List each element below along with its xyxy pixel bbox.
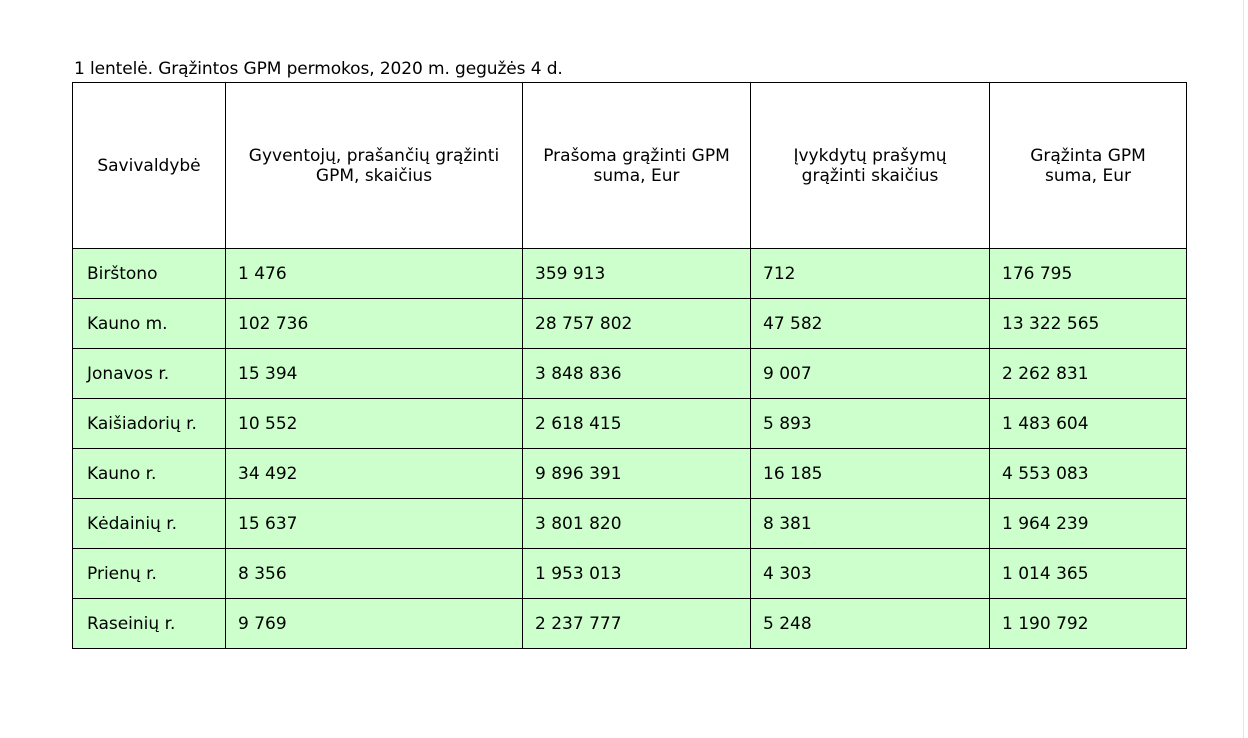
fulfilled-requests-cell: 9 007 — [751, 349, 990, 399]
applicants-cell: 34 492 — [226, 449, 523, 499]
municipality-cell: Kaišiadorių r. — [73, 399, 226, 449]
column-header-requested-amount: Prašoma grąžinti GPM suma, Eur — [523, 83, 751, 249]
fulfilled-requests-cell: 8 381 — [751, 499, 990, 549]
applicants-cell: 102 736 — [226, 299, 523, 349]
refunded-amount-cell: 2 262 831 — [990, 349, 1187, 399]
gpm-refund-table — [72, 82, 1187, 649]
requested-amount-cell: 9 896 391 — [523, 449, 751, 499]
requested-amount-cell: 3 801 820 — [523, 499, 751, 549]
requested-amount-cell: 359 913 — [523, 249, 751, 299]
requested-amount-cell: 2 618 415 — [523, 399, 751, 449]
applicants-cell: 10 552 — [226, 399, 523, 449]
fulfilled-requests-cell: 47 582 — [751, 299, 990, 349]
municipality-cell: Jonavos r. — [73, 349, 226, 399]
municipality-cell: Raseinių r. — [73, 599, 226, 649]
table-row — [73, 249, 1187, 299]
applicants-cell: 15 637 — [226, 499, 523, 549]
table-row — [73, 499, 1187, 549]
requested-amount-cell: 1 953 013 — [523, 549, 751, 599]
municipality-cell: Birštono — [73, 249, 226, 299]
refunded-amount-cell: 1 014 365 — [990, 549, 1187, 599]
table-row — [73, 599, 1187, 649]
fulfilled-requests-cell: 5 893 — [751, 399, 990, 449]
municipality-cell: Kauno m. — [73, 299, 226, 349]
refunded-amount-cell: 4 553 083 — [990, 449, 1187, 499]
refunded-amount-cell: 176 795 — [990, 249, 1187, 299]
fulfilled-requests-cell: 4 303 — [751, 549, 990, 599]
column-header-applicants: Gyventojų, prašančių grąžinti GPM, skaičius — [226, 83, 523, 249]
applicants-cell: 8 356 — [226, 549, 523, 599]
applicants-cell: 9 769 — [226, 599, 523, 649]
column-header-municipality: Savivaldybė — [73, 83, 226, 249]
refunded-amount-cell: 13 322 565 — [990, 299, 1187, 349]
applicants-cell: 1 476 — [226, 249, 523, 299]
table-row — [73, 549, 1187, 599]
municipality-cell: Kauno r. — [73, 449, 226, 499]
refunded-amount-cell: 1 483 604 — [990, 399, 1187, 449]
requested-amount-cell: 28 757 802 — [523, 299, 751, 349]
table-row — [73, 449, 1187, 499]
refunded-amount-cell: 1 190 792 — [990, 599, 1187, 649]
applicants-cell: 15 394 — [226, 349, 523, 399]
table-caption: 1 lentelė. Grąžintos GPM permokos, 2020 m. gegužės 4 d. — [74, 59, 563, 79]
table-row — [73, 299, 1187, 349]
table-row — [73, 399, 1187, 449]
fulfilled-requests-cell: 16 185 — [751, 449, 990, 499]
table-header-row — [73, 83, 1187, 249]
requested-amount-cell: 2 237 777 — [523, 599, 751, 649]
municipality-cell: Kėdainių r. — [73, 499, 226, 549]
refunded-amount-cell: 1 964 239 — [990, 499, 1187, 549]
column-header-refunded-amount: Grąžinta GPM suma, Eur — [990, 83, 1187, 249]
requested-amount-cell: 3 848 836 — [523, 349, 751, 399]
municipality-cell: Prienų r. — [73, 549, 226, 599]
table-row — [73, 349, 1187, 399]
fulfilled-requests-cell: 5 248 — [751, 599, 990, 649]
column-header-fulfilled-requests: Įvykdytų prašymų grąžinti skaičius — [751, 83, 990, 249]
page-edge-divider — [1243, 0, 1244, 738]
fulfilled-requests-cell: 712 — [751, 249, 990, 299]
